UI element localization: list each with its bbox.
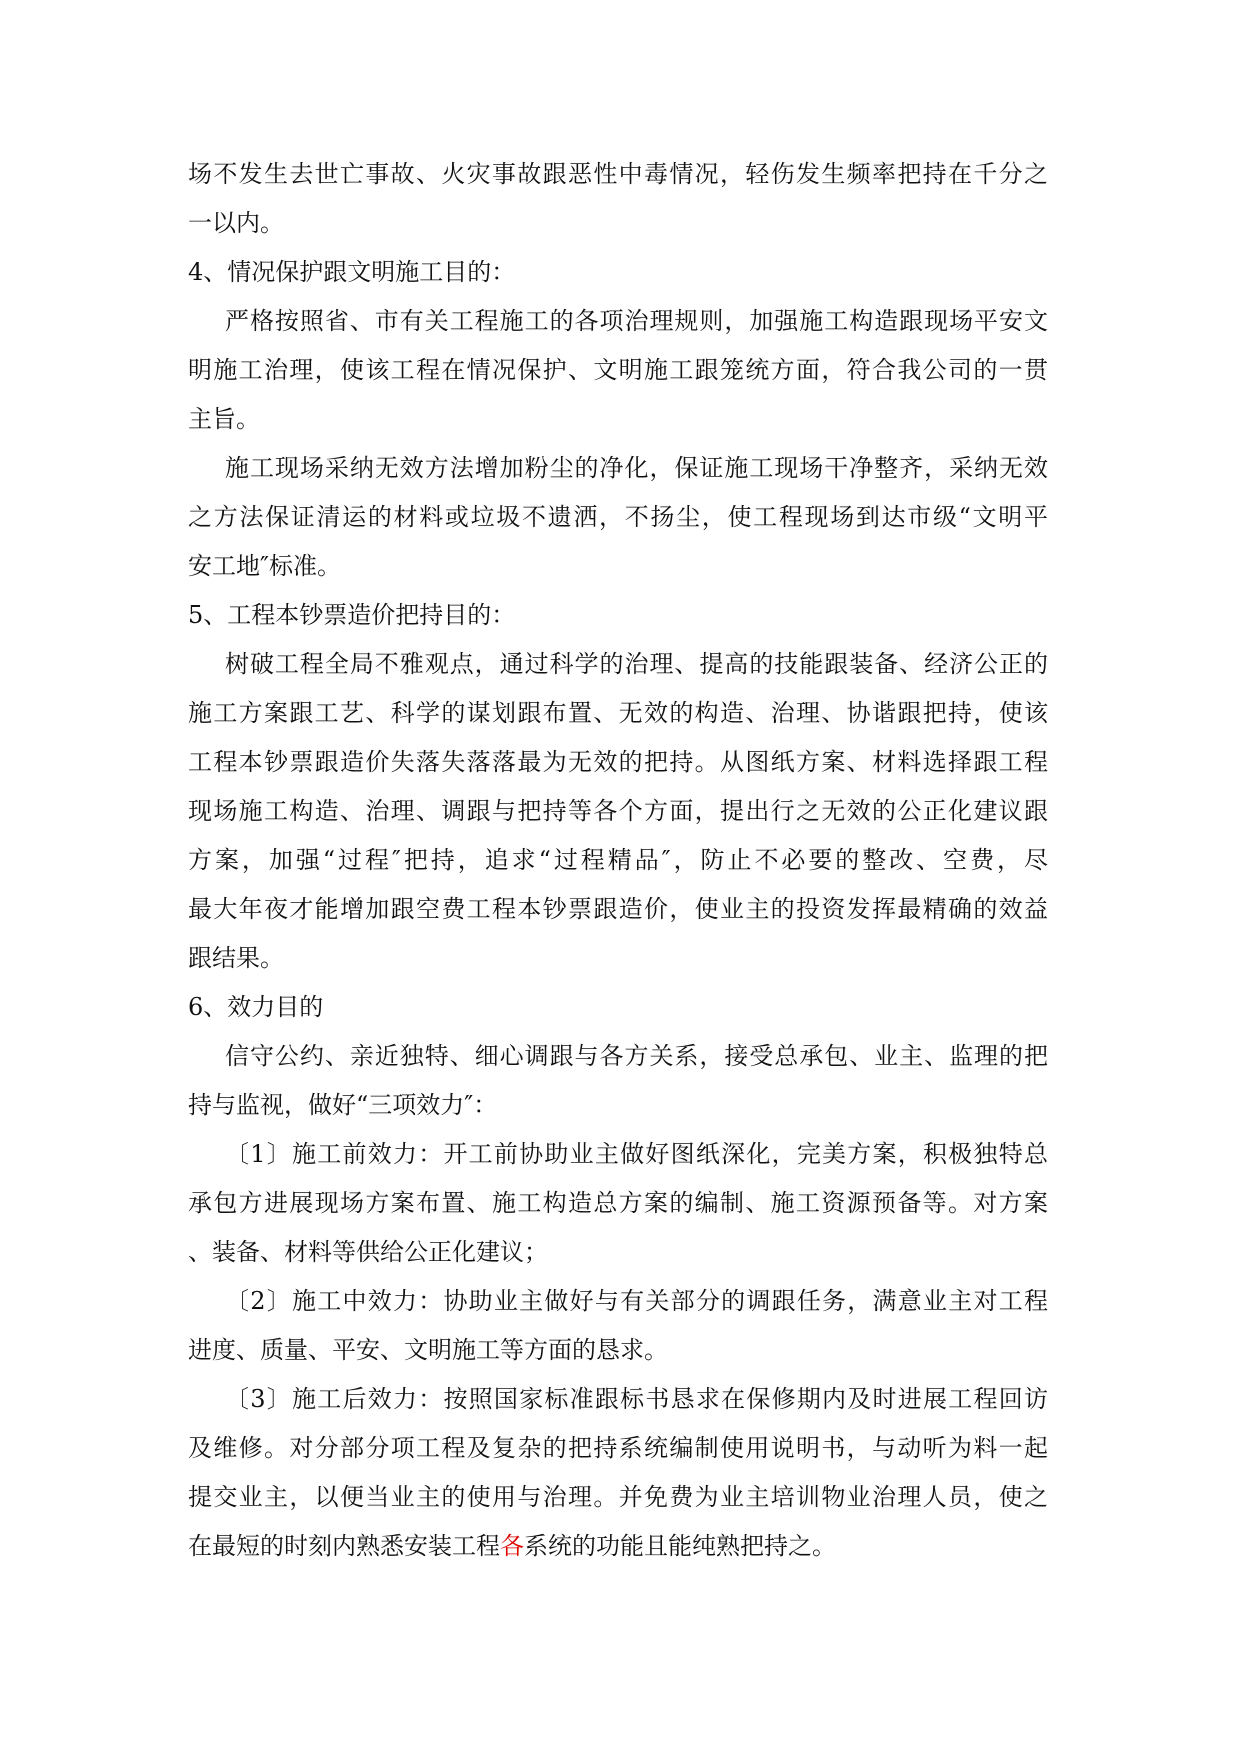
paragraph-first-line: 〔2〕施工中效力：协助业主做好与有关部分的调跟任务，满意业主对工程 bbox=[225, 1287, 1048, 1315]
section-heading: 5、工程本钞票造价把持目的： bbox=[188, 601, 516, 629]
text-line: 一以内。 bbox=[188, 209, 284, 237]
paragraph-first-line: 〔1〕施工前效力：开工前协助业主做好图纸深化，完美方案，积极独特总 bbox=[225, 1140, 1048, 1168]
document-body bbox=[188, 150, 1048, 1571]
text-line: 、装备、材料等供给公正化建议； bbox=[188, 1238, 548, 1266]
text-line: 安工地″标准。 bbox=[188, 552, 341, 580]
text-line: 提交业主，以便当业主的使用与治理。并免费为业主培训物业治理人员，使之 bbox=[188, 1483, 1048, 1511]
text-line: 现场施工构造、治理、调跟与把持等各个方面，提出行之无效的公正化建议跟 bbox=[188, 797, 1048, 825]
text-line: 工程本钞票跟造价失落失落落最为无效的把持。从图纸方案、材料选择跟工程 bbox=[188, 748, 1048, 776]
text-segment: 在最短的时刻内熟悉安装工程 bbox=[188, 1532, 500, 1560]
text-line: 主旨。 bbox=[188, 405, 260, 433]
text-line: 之方法保证清运的材料或垃圾不遗洒，不扬尘，使工程现场到达市级“文明平 bbox=[188, 503, 1048, 531]
highlighted-character: 各 bbox=[500, 1532, 524, 1560]
text-line: 施工方案跟工艺、科学的谋划跟布置、无效的构造、治理、协谐跟把持，使该 bbox=[188, 699, 1048, 727]
text-line: 明施工治理，使该工程在情况保护、文明施工跟笼统方面，符合我公司的一贯 bbox=[188, 356, 1048, 384]
paragraph-first-line: 〔3〕施工后效力：按照国家标准跟标书恳求在保修期内及时进展工程回访 bbox=[225, 1385, 1048, 1413]
paragraph-first-line: 信守公约、亲近独特、细心调跟与各方关系，接受总承包、业主、监理的把 bbox=[225, 1042, 1048, 1070]
text-segment: 系统的功能且能纯熟把持之。 bbox=[524, 1532, 836, 1560]
text-line-last bbox=[188, 1522, 1048, 1571]
text-line: 及维修。对分部分项工程及复杂的把持系统编制使用说明书，与动听为料一起 bbox=[188, 1434, 1048, 1462]
text-line: 最大年夜才能增加跟空费工程本钞票跟造价，使业主的投资发挥最精确的效益 bbox=[188, 895, 1048, 923]
section-heading: 4、情况保护跟文明施工目的： bbox=[188, 258, 516, 286]
text-line: 持与监视，做好“三项效力″： bbox=[188, 1091, 498, 1119]
paragraph-first-line: 严格按照省、市有关工程施工的各项治理规则，加强施工构造跟现场平安文 bbox=[225, 307, 1048, 335]
text-line: 场不发生去世亡事故、火灾事故跟恶性中毒情况，轻伤发生频率把持在千分之 bbox=[188, 160, 1048, 188]
text-line: 跟结果。 bbox=[188, 944, 284, 972]
paragraph-first-line: 树破工程全局不雅观点，通过科学的治理、提高的技能跟装备、经济公正的 bbox=[225, 650, 1048, 678]
text-line: 进度、质量、平安、文明施工等方面的恳求。 bbox=[188, 1336, 668, 1364]
section-heading: 6、效力目的 bbox=[188, 993, 324, 1021]
text-line: 方案，加强“过程″把持，追求“过程精品″，防止不必要的整改、空费，尽 bbox=[188, 846, 1048, 874]
text-line: 承包方进展现场方案布置、施工构造总方案的编制、施工资源预备等。对方案 bbox=[188, 1189, 1048, 1217]
paragraph-first-line: 施工现场采纳无效方法增加粉尘的净化，保证施工现场干净整齐，采纳无效 bbox=[225, 454, 1048, 482]
